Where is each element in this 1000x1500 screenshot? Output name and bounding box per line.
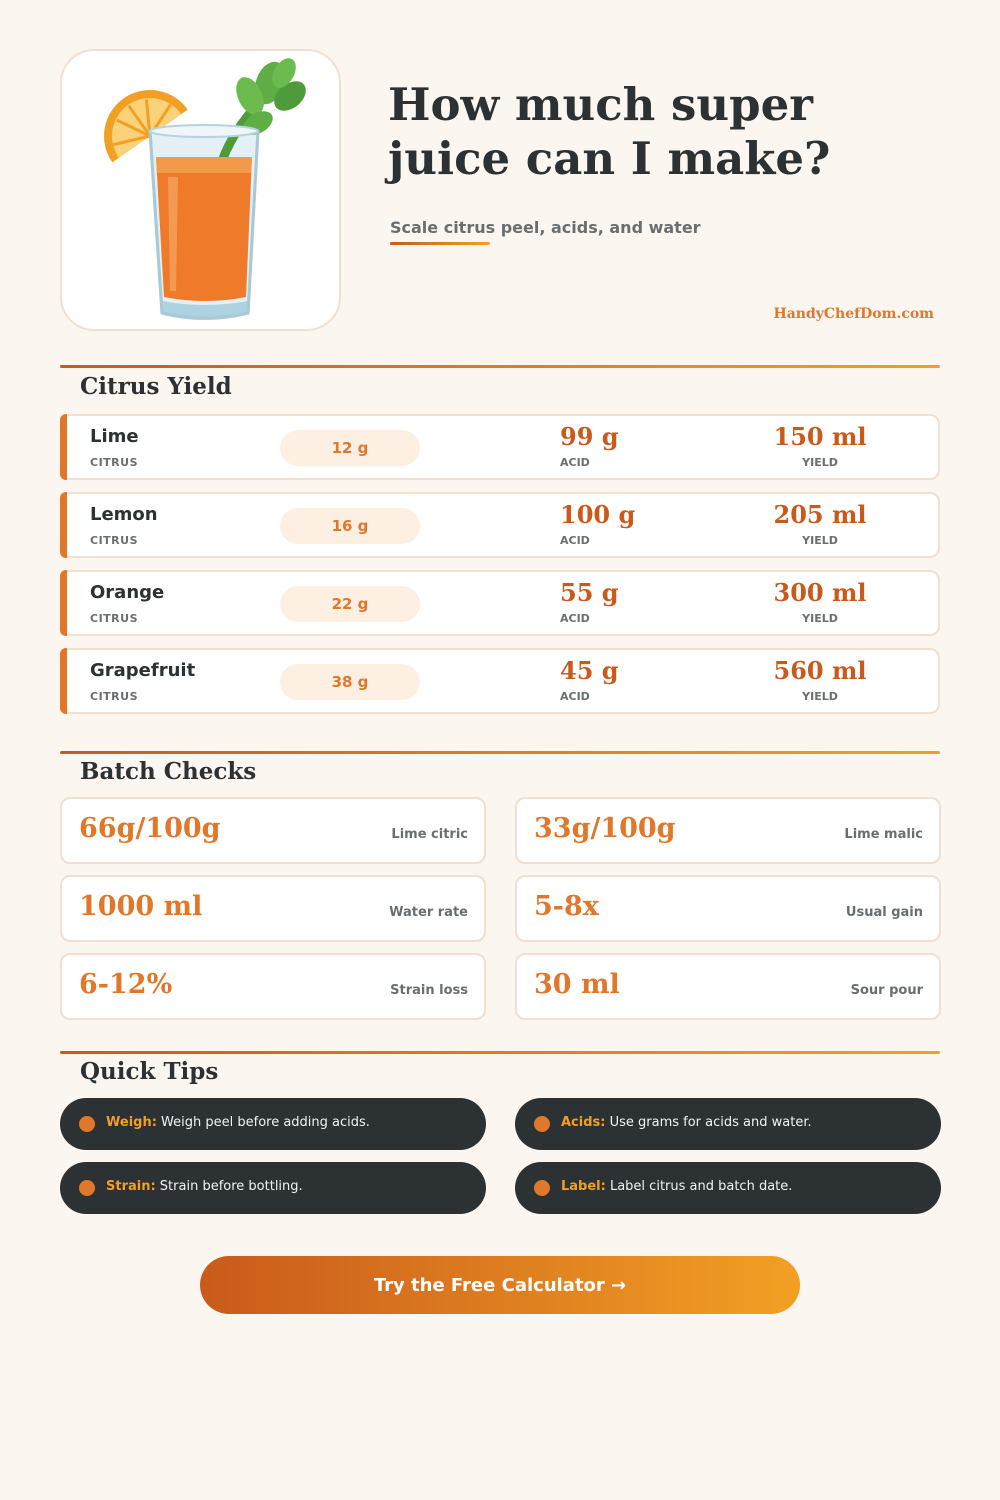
juice-glass-illustration [62,51,341,331]
yield-value: 150 ml [773,422,867,451]
section-divider [60,1051,940,1054]
hero-image-card [60,49,341,331]
row-accent [60,414,67,480]
check-value: 33g/100g [534,813,676,844]
check-value: 5-8x [534,891,599,922]
bullet-dot-icon [534,1116,550,1132]
acid-value: 99 g [560,422,619,451]
tip-label [515,1162,941,1214]
bullet-dot-icon [79,1116,95,1132]
tip-text [561,1179,792,1194]
citrus-caption: CITRUS [90,612,138,625]
check-value: 6-12% [79,969,173,1000]
peel-weight-pill: 38 g [280,664,420,700]
check-card-lime-citric [60,797,486,864]
section-title-citrus: Citrus Yield [80,373,232,400]
bullet-dot-icon [79,1180,95,1196]
page-subtitle: Scale citrus peel, acids, and water [390,218,701,237]
tip-key: Weigh: [106,1115,157,1130]
section-divider [60,751,940,754]
citrus-caption: CITRUS [90,456,138,469]
check-value: 66g/100g [79,813,221,844]
acid-value: 100 g [560,500,636,529]
peel-weight-pill: 22 g [280,586,420,622]
tip-weigh [60,1098,486,1150]
citrus-name: Grapefruit [90,660,196,681]
citrus-row-lemon [60,492,940,558]
check-label: Sour pour [850,983,923,998]
yield-value: 205 ml [773,500,867,529]
brand-link[interactable]: HandyChefDom.com [773,306,934,322]
yield-caption: YIELD [802,456,838,469]
tip-acids [515,1098,941,1150]
tip-text [561,1115,812,1130]
tip-strain [60,1162,486,1214]
tip-body: Label citrus and batch date. [605,1179,793,1194]
check-label: Strain loss [390,983,468,998]
check-card-usual-gain [515,875,941,942]
tip-key: Strain: [106,1179,156,1194]
tip-body: Weigh peel before adding acids. [156,1115,370,1130]
tip-body: Use grams for acids and water. [605,1115,812,1130]
check-value: 1000 ml [79,891,203,922]
acid-caption: ACID [560,534,590,547]
tip-key: Acids: [561,1115,606,1130]
acid-value: 55 g [560,578,619,607]
yield-caption: YIELD [802,612,838,625]
citrus-name: Orange [90,582,165,603]
yield-value: 300 ml [773,578,867,607]
citrus-name: Lime [90,426,139,447]
citrus-caption: CITRUS [90,534,138,547]
peel-weight-pill: 16 g [280,508,420,544]
check-label: Water rate [389,905,468,920]
check-label: Lime malic [844,827,923,842]
acid-caption: ACID [560,612,590,625]
row-accent [60,570,67,636]
check-card-sour-pour [515,953,941,1020]
citrus-row-orange [60,570,940,636]
tip-body: Strain before bottling. [155,1179,303,1194]
citrus-row-lime [60,414,940,480]
yield-value: 560 ml [773,656,867,685]
acid-value: 45 g [560,656,619,685]
acid-caption: ACID [560,456,590,469]
section-title-tips: Quick Tips [80,1058,219,1085]
subtitle-underline [390,242,490,245]
check-card-water-rate [60,875,486,942]
tip-text [106,1115,370,1130]
yield-caption: YIELD [802,690,838,703]
row-accent [60,648,67,714]
check-label: Usual gain [845,905,923,920]
citrus-row-grapefruit [60,648,940,714]
citrus-caption: CITRUS [90,690,138,703]
page-title: How much super juice can I make? [388,78,831,185]
check-label: Lime citric [391,827,468,842]
citrus-name: Lemon [90,504,158,525]
bullet-dot-icon [534,1180,550,1196]
row-accent [60,492,67,558]
tip-text [106,1179,303,1194]
check-card-strain-loss [60,953,486,1020]
section-title-checks: Batch Checks [80,758,257,785]
check-card-lime-malic [515,797,941,864]
peel-weight-pill: 12 g [280,430,420,466]
try-calculator-button[interactable]: Try the Free Calculator → [200,1256,800,1314]
yield-caption: YIELD [802,534,838,547]
acid-caption: ACID [560,690,590,703]
check-value: 30 ml [534,969,620,1000]
section-divider [60,365,940,368]
tip-key: Label: [561,1179,606,1194]
